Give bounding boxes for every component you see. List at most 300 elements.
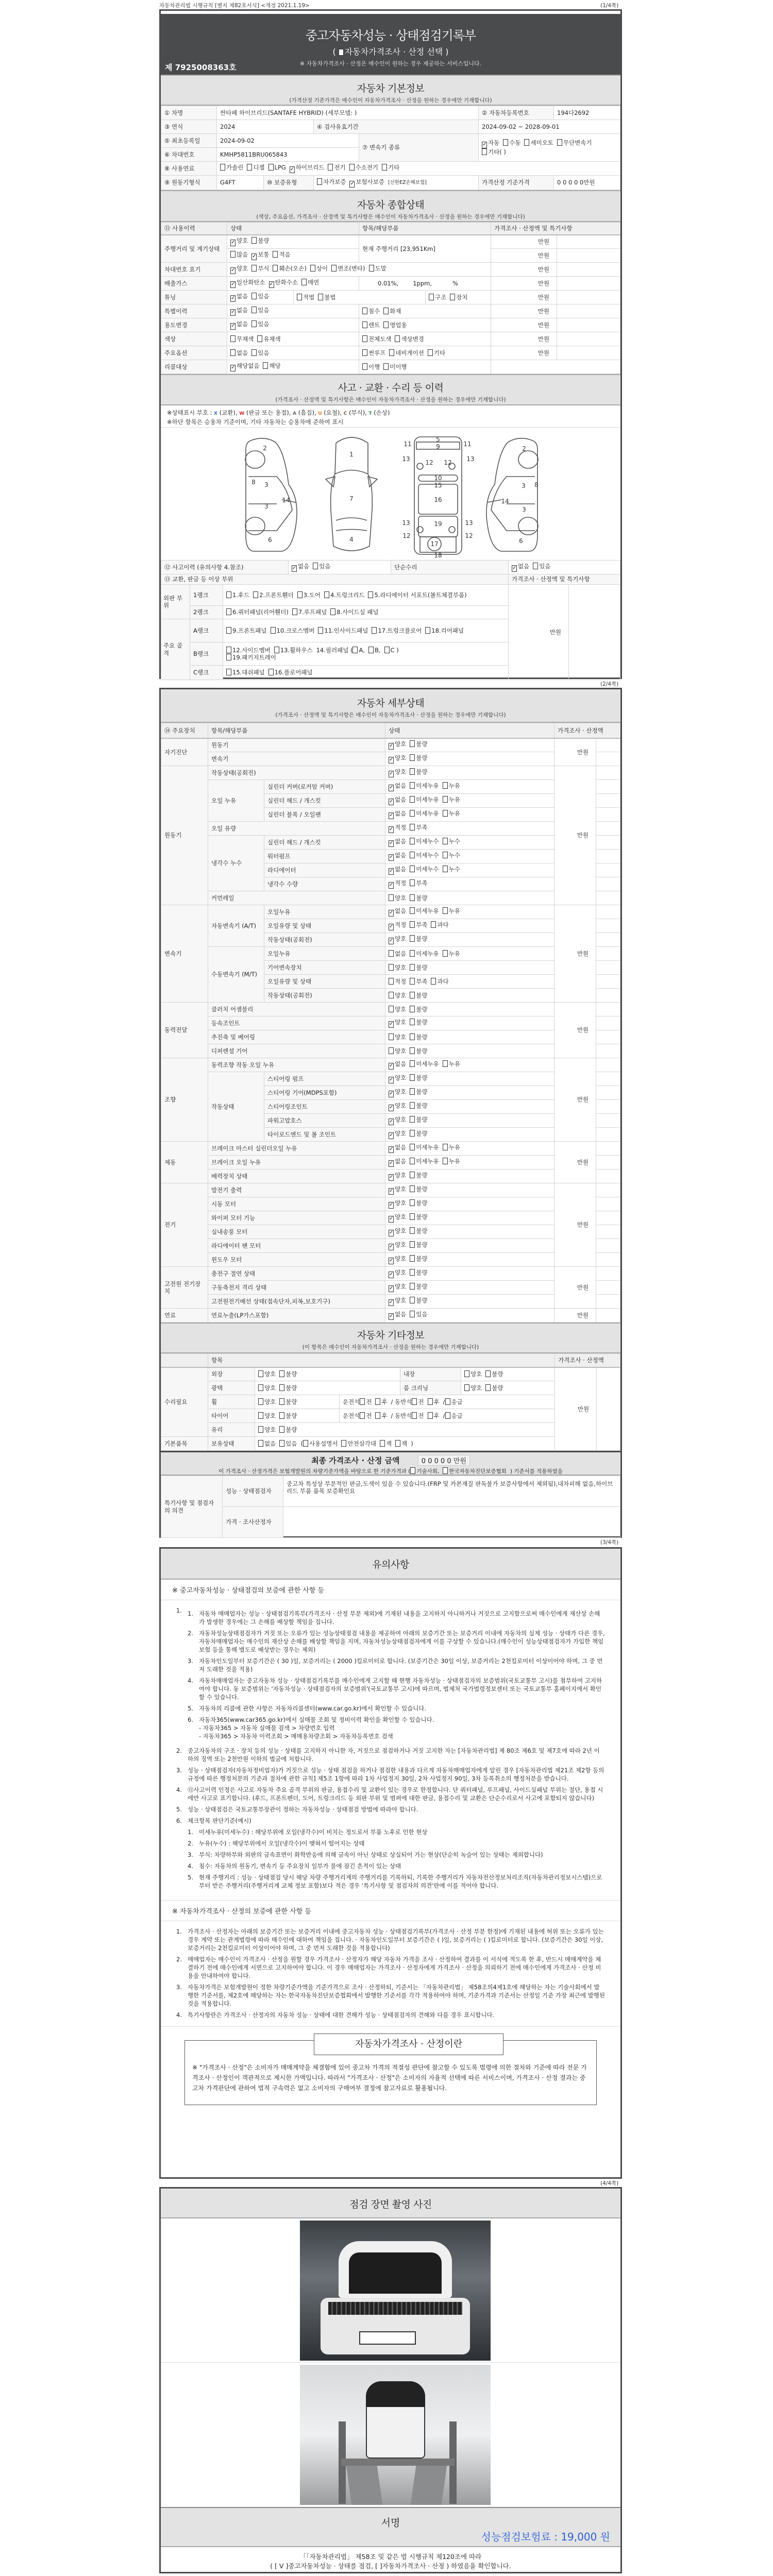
checkbox-option[interactable] <box>251 251 269 258</box>
checkbox-option[interactable] <box>389 1047 406 1055</box>
checkbox[interactable] <box>410 824 415 831</box>
checkbox-option[interactable] <box>230 251 248 258</box>
checkbox-option[interactable] <box>324 591 365 599</box>
checkbox[interactable] <box>375 1412 380 1419</box>
price-note[interactable] <box>596 1044 620 1058</box>
checkbox-option[interactable] <box>274 647 313 654</box>
checkbox[interactable] <box>328 164 333 171</box>
checkbox-option[interactable] <box>230 307 248 314</box>
checkbox-option[interactable] <box>330 608 378 616</box>
checkbox[interactable] <box>410 1269 415 1276</box>
checkbox-option[interactable] <box>369 265 386 272</box>
checkbox[interactable]: ✓ <box>389 1230 394 1235</box>
checkbox[interactable] <box>230 349 236 356</box>
price-note[interactable] <box>596 1114 620 1128</box>
checkbox-option[interactable] <box>258 1398 276 1405</box>
price-note[interactable] <box>596 808 620 822</box>
checkbox-option[interactable] <box>389 1158 406 1165</box>
checkbox-option[interactable] <box>258 1440 276 1447</box>
checkbox-option[interactable] <box>263 362 280 369</box>
checkbox-option[interactable] <box>389 754 406 761</box>
checkbox-option[interactable] <box>389 824 406 831</box>
checkbox[interactable] <box>389 978 394 985</box>
checkbox-option[interactable] <box>372 627 422 634</box>
checkbox-option[interactable] <box>258 1370 276 1378</box>
checkbox[interactable] <box>445 1398 450 1405</box>
checkbox-option[interactable] <box>443 1158 460 1165</box>
checkbox[interactable] <box>410 838 415 844</box>
checkbox-option[interactable] <box>230 237 248 244</box>
checkbox-option[interactable] <box>410 1283 427 1290</box>
checkbox[interactable]: ✓ <box>389 854 394 860</box>
checkbox[interactable] <box>410 866 415 872</box>
checkbox-option[interactable] <box>279 1370 297 1378</box>
checkbox[interactable] <box>279 1384 284 1391</box>
checkbox[interactable] <box>443 1467 448 1474</box>
checkbox-option[interactable] <box>360 1412 372 1419</box>
checkbox[interactable] <box>431 978 436 985</box>
checkbox-option[interactable] <box>389 935 406 942</box>
checkbox[interactable]: ✓ <box>389 1077 394 1082</box>
checkbox[interactable] <box>445 1412 450 1419</box>
checkbox[interactable] <box>226 647 231 653</box>
checkbox[interactable] <box>383 321 389 328</box>
price-note[interactable] <box>596 947 620 961</box>
checkbox-option[interactable] <box>251 349 269 357</box>
checkbox[interactable] <box>389 950 394 957</box>
checkbox[interactable] <box>318 627 323 634</box>
checkbox[interactable]: ✓ <box>290 166 295 172</box>
price-note[interactable] <box>596 989 620 1003</box>
checkbox[interactable] <box>443 852 448 858</box>
checkbox[interactable] <box>410 1102 415 1109</box>
checkbox[interactable] <box>431 921 436 928</box>
checkbox[interactable] <box>389 894 394 901</box>
checkbox[interactable]: ✓ <box>389 1258 394 1263</box>
checkbox-option[interactable] <box>412 1398 424 1405</box>
checkbox[interactable] <box>271 627 276 634</box>
checkbox[interactable] <box>313 563 318 569</box>
checkbox-option[interactable] <box>230 349 248 357</box>
checkbox[interactable] <box>428 1398 433 1405</box>
checkbox[interactable]: ✓ <box>389 1244 394 1249</box>
checkbox[interactable] <box>317 178 322 185</box>
checkbox[interactable]: ✓ <box>389 1021 394 1027</box>
checkbox[interactable] <box>410 1311 415 1317</box>
price-note[interactable] <box>596 780 620 794</box>
checkbox[interactable]: ✓ <box>389 1299 394 1305</box>
checkbox[interactable]: ✓ <box>389 812 394 818</box>
checkbox-option[interactable] <box>317 178 346 185</box>
checkbox[interactable]: ✓ <box>389 1188 394 1194</box>
checkbox-option[interactable] <box>389 1269 406 1276</box>
checkbox-option[interactable] <box>428 1398 440 1405</box>
checkbox[interactable] <box>384 647 390 653</box>
checkbox-option[interactable] <box>279 1398 297 1405</box>
checkbox[interactable] <box>410 1144 415 1150</box>
checkbox-option[interactable] <box>389 1019 406 1026</box>
checkbox[interactable] <box>279 1398 284 1405</box>
checkbox[interactable] <box>369 265 374 272</box>
price-note[interactable] <box>596 1016 620 1030</box>
checkbox[interactable] <box>318 294 323 300</box>
checkbox-option[interactable] <box>273 251 290 258</box>
price-note[interactable] <box>596 794 620 808</box>
checkbox[interactable]: ✓ <box>389 910 394 916</box>
checkbox-option[interactable] <box>410 740 427 748</box>
checkbox-option[interactable] <box>362 335 391 343</box>
checkbox-option[interactable] <box>410 921 427 928</box>
checkbox-option[interactable] <box>410 1158 439 1165</box>
checkbox[interactable] <box>273 251 278 258</box>
checkbox[interactable] <box>443 907 448 914</box>
checkbox[interactable] <box>464 1370 469 1377</box>
checkbox-option[interactable] <box>410 1088 427 1095</box>
checkbox[interactable] <box>410 964 415 971</box>
checkbox-option[interactable] <box>410 935 427 942</box>
checkbox-option[interactable] <box>443 866 460 873</box>
checkbox[interactable] <box>251 307 257 313</box>
checkbox[interactable] <box>410 1158 415 1164</box>
checkbox[interactable] <box>310 265 315 272</box>
checkbox[interactable] <box>226 669 231 675</box>
checkbox[interactable] <box>360 1398 365 1405</box>
checkbox-option[interactable] <box>230 279 265 286</box>
checkbox[interactable] <box>301 279 307 285</box>
checkbox[interactable]: ✓ <box>389 826 394 832</box>
checkbox-option[interactable] <box>328 164 345 171</box>
checkbox-option[interactable] <box>389 1130 406 1137</box>
price-note[interactable] <box>557 332 620 346</box>
checkbox[interactable]: ✓ <box>389 1216 394 1222</box>
checkbox[interactable] <box>389 349 394 356</box>
checkbox-option[interactable] <box>524 139 553 146</box>
price-note[interactable] <box>596 1267 620 1281</box>
checkbox-option[interactable] <box>410 1227 427 1234</box>
checkbox-option[interactable] <box>410 796 439 803</box>
checkbox[interactable]: ✓ <box>389 868 394 874</box>
checkbox[interactable]: ✓ <box>389 1091 394 1096</box>
checkbox[interactable] <box>412 1398 417 1405</box>
checkbox[interactable] <box>362 363 367 370</box>
checkbox[interactable]: ✓ <box>389 840 394 846</box>
checkbox[interactable] <box>226 608 231 615</box>
checkbox-option[interactable] <box>431 978 448 985</box>
price-note[interactable] <box>596 1100 620 1114</box>
price-note[interactable] <box>596 1281 620 1295</box>
checkbox-option[interactable] <box>389 1060 406 1067</box>
price-note[interactable] <box>557 249 620 263</box>
checkbox[interactable]: ✓ <box>231 281 236 287</box>
checkbox-option[interactable] <box>389 838 406 845</box>
checkbox-option[interactable] <box>279 1440 297 1447</box>
checkbox-option[interactable] <box>410 1116 427 1123</box>
price-note[interactable] <box>596 1003 620 1016</box>
checkbox[interactable]: ✓ <box>389 799 394 804</box>
checkbox[interactable] <box>362 349 367 356</box>
checkbox-option[interactable] <box>331 265 365 272</box>
checkbox-option[interactable] <box>297 591 321 599</box>
checkbox-option[interactable] <box>410 1060 439 1067</box>
checkbox-option[interactable] <box>410 992 427 999</box>
checkbox[interactable] <box>230 335 236 342</box>
price-note[interactable] <box>596 836 620 850</box>
checkbox[interactable] <box>410 796 415 803</box>
checkbox[interactable]: ✓ <box>389 1063 394 1069</box>
checkbox-option[interactable] <box>269 279 298 286</box>
checkbox-option[interactable] <box>410 810 439 817</box>
checkbox[interactable] <box>372 627 377 634</box>
checkbox[interactable] <box>251 237 257 244</box>
checkbox[interactable]: ✓ <box>350 180 355 187</box>
checkbox-option[interactable] <box>380 1440 392 1447</box>
checkbox-option[interactable] <box>226 669 265 676</box>
checkbox-option[interactable] <box>410 866 439 873</box>
checkbox-option[interactable] <box>362 321 380 329</box>
checkbox[interactable] <box>443 950 448 957</box>
checkbox-option[interactable] <box>271 627 315 634</box>
checkbox[interactable] <box>279 1370 284 1377</box>
checkbox-option[interactable] <box>410 1047 427 1055</box>
checkbox[interactable] <box>410 1074 415 1081</box>
checkbox-option[interactable] <box>389 1311 406 1318</box>
checkbox[interactable] <box>251 265 257 272</box>
checkbox[interactable] <box>263 362 268 369</box>
checkbox-option[interactable] <box>251 265 269 272</box>
checkbox[interactable] <box>410 1227 415 1234</box>
price-note[interactable] <box>596 1128 620 1142</box>
checkbox[interactable] <box>410 1283 415 1290</box>
checkbox[interactable] <box>297 294 302 300</box>
checkbox[interactable] <box>395 1440 400 1447</box>
checkbox-option[interactable] <box>410 1172 427 1179</box>
price-note[interactable] <box>596 850 620 863</box>
price-note[interactable] <box>596 933 620 947</box>
checkbox-option[interactable] <box>268 164 286 171</box>
price-note[interactable] <box>596 877 620 891</box>
checkbox-option[interactable] <box>279 1426 297 1433</box>
checkbox-option[interactable] <box>443 1144 460 1151</box>
price-note[interactable] <box>596 1309 620 1323</box>
price-note[interactable] <box>596 822 620 836</box>
checkbox[interactable] <box>230 251 236 258</box>
checkbox-option[interactable] <box>352 647 365 654</box>
checkbox[interactable] <box>443 796 448 803</box>
checkbox[interactable] <box>410 1185 415 1192</box>
checkbox[interactable] <box>410 1019 415 1025</box>
checkbox-option[interactable] <box>273 265 306 272</box>
checkbox[interactable] <box>389 1033 394 1040</box>
checkbox[interactable] <box>524 139 529 146</box>
checkbox-option[interactable] <box>482 139 499 146</box>
price-note[interactable] <box>596 975 620 989</box>
checkbox[interactable] <box>253 591 258 598</box>
checkbox-option[interactable] <box>389 1227 406 1234</box>
checkbox[interactable] <box>443 1060 448 1067</box>
checkbox[interactable] <box>410 1060 415 1067</box>
checkbox-option[interactable] <box>410 1006 427 1013</box>
checkbox[interactable] <box>410 810 415 817</box>
checkbox[interactable]: ✓ <box>292 565 297 571</box>
checkbox[interactable] <box>389 992 394 998</box>
checkbox-option[interactable] <box>443 782 460 789</box>
checkbox-option[interactable] <box>445 1412 463 1419</box>
price-note[interactable] <box>596 1058 620 1072</box>
checkbox[interactable] <box>410 1241 415 1248</box>
price-note[interactable] <box>596 961 620 975</box>
price-note[interactable] <box>596 919 620 933</box>
checkbox-option[interactable] <box>220 164 243 171</box>
checkbox[interactable] <box>443 782 448 789</box>
checkbox[interactable] <box>410 978 415 985</box>
checkbox[interactable] <box>268 669 274 675</box>
checkbox[interactable] <box>331 265 337 272</box>
price-note[interactable] <box>596 1239 620 1253</box>
checkbox-option[interactable] <box>251 293 269 300</box>
checkbox-option[interactable] <box>362 308 380 315</box>
checkbox-option[interactable] <box>362 349 385 357</box>
checkbox-option[interactable] <box>383 363 407 370</box>
checkbox-option[interactable] <box>310 265 328 272</box>
checkbox[interactable] <box>428 1412 433 1419</box>
checkbox[interactable] <box>279 1426 284 1433</box>
price-service-checkbox[interactable] <box>339 49 344 56</box>
checkbox[interactable]: ✓ <box>389 1202 394 1208</box>
checkbox-option[interactable] <box>247 164 264 171</box>
checkbox[interactable] <box>443 838 448 844</box>
checkbox[interactable] <box>251 320 257 327</box>
checkbox[interactable] <box>410 992 415 998</box>
checkbox-option[interactable] <box>443 1060 460 1067</box>
checkbox[interactable]: ✓ <box>482 142 487 148</box>
checkbox[interactable] <box>410 1006 415 1012</box>
checkbox[interactable] <box>279 1440 284 1447</box>
checkbox-option[interactable] <box>389 1297 406 1304</box>
checkbox[interactable] <box>485 1370 491 1377</box>
checkbox-option[interactable] <box>485 1384 503 1392</box>
price-note[interactable] <box>596 766 620 780</box>
checkbox-option[interactable] <box>258 1384 276 1392</box>
checkbox[interactable] <box>258 1440 263 1447</box>
checkbox-option[interactable] <box>389 978 406 985</box>
checkbox-option[interactable] <box>410 768 427 775</box>
checkbox-option[interactable] <box>292 608 327 616</box>
checkbox[interactable] <box>226 654 231 660</box>
checkbox-option[interactable] <box>410 1185 427 1193</box>
checkbox-option[interactable] <box>410 1102 427 1109</box>
checkbox[interactable] <box>349 164 355 171</box>
checkbox-option[interactable] <box>349 178 384 185</box>
checkbox-option[interactable] <box>292 563 309 570</box>
checkbox-option[interactable] <box>512 563 529 570</box>
checkbox[interactable]: ✓ <box>389 882 394 888</box>
checkbox[interactable] <box>410 921 415 928</box>
checkbox[interactable]: ✓ <box>231 365 236 370</box>
checkbox-option[interactable] <box>341 1440 376 1447</box>
price-note[interactable] <box>596 1225 620 1239</box>
checkbox-option[interactable] <box>230 362 259 369</box>
checkbox[interactable] <box>395 335 400 342</box>
price-note[interactable] <box>596 891 620 905</box>
checkbox[interactable] <box>443 810 448 817</box>
checkbox[interactable]: ✓ <box>389 1174 394 1180</box>
checkbox-option[interactable] <box>389 1033 406 1041</box>
checkbox[interactable] <box>410 879 415 886</box>
checkbox[interactable] <box>341 1440 346 1447</box>
checkbox[interactable] <box>362 308 367 314</box>
checkbox[interactable] <box>258 1426 263 1433</box>
price-note[interactable] <box>557 235 620 249</box>
price-note[interactable] <box>596 752 620 766</box>
checkbox-option[interactable] <box>389 810 406 817</box>
checkbox[interactable] <box>389 1006 394 1012</box>
checkbox[interactable] <box>220 164 225 171</box>
price-note[interactable] <box>596 863 620 877</box>
checkbox-option[interactable] <box>410 1255 427 1262</box>
checkbox-option[interactable] <box>389 782 406 789</box>
checkbox-option[interactable] <box>382 164 399 171</box>
checkbox[interactable] <box>464 1384 469 1391</box>
checkbox[interactable] <box>410 1088 415 1095</box>
checkbox-option[interactable] <box>412 1412 424 1419</box>
checkbox[interactable]: ✓ <box>231 309 236 315</box>
checkbox-option[interactable] <box>410 879 427 887</box>
checkbox-option[interactable] <box>226 654 276 661</box>
checkbox[interactable] <box>257 335 262 342</box>
checkbox-option[interactable] <box>226 591 249 599</box>
checkbox[interactable]: ✓ <box>231 240 236 246</box>
checkbox[interactable] <box>279 1412 284 1419</box>
checkbox[interactable] <box>410 1130 415 1137</box>
checkbox-option[interactable] <box>318 294 335 301</box>
checkbox[interactable]: ✓ <box>252 253 257 259</box>
checkbox[interactable] <box>368 591 373 598</box>
checkbox-option[interactable] <box>268 669 313 676</box>
checkbox[interactable]: ✓ <box>389 771 394 776</box>
checkbox[interactable] <box>410 1033 415 1040</box>
checkbox[interactable] <box>251 293 257 299</box>
checkbox-option[interactable] <box>410 852 439 859</box>
checkbox[interactable] <box>410 1213 415 1220</box>
checkbox-option[interactable] <box>389 852 406 859</box>
checkbox[interactable]: ✓ <box>512 565 517 571</box>
checkbox-option[interactable] <box>443 838 460 845</box>
checkbox[interactable] <box>443 866 448 872</box>
checkbox[interactable] <box>389 1047 394 1054</box>
price-note[interactable] <box>596 1197 620 1211</box>
checkbox-option[interactable] <box>410 894 427 902</box>
checkbox[interactable] <box>330 608 335 615</box>
checkbox[interactable] <box>410 852 415 858</box>
checkbox-option[interactable] <box>389 964 406 971</box>
checkbox-option[interactable] <box>384 647 399 654</box>
checkbox-option[interactable] <box>410 1033 427 1041</box>
checkbox-option[interactable] <box>410 978 427 985</box>
checkbox[interactable] <box>428 349 433 356</box>
checkbox-option[interactable] <box>425 627 464 634</box>
checkbox[interactable] <box>380 1440 385 1447</box>
checkbox-option[interactable] <box>230 265 248 272</box>
checkbox-option[interactable] <box>303 1440 338 1447</box>
checkbox-option[interactable] <box>230 320 248 328</box>
checkbox[interactable] <box>410 768 415 775</box>
checkbox-option[interactable] <box>410 1213 427 1221</box>
checkbox[interactable] <box>268 164 274 171</box>
checkbox[interactable] <box>557 139 562 146</box>
checkbox[interactable] <box>258 1412 263 1419</box>
price-note[interactable] <box>569 585 620 680</box>
checkbox[interactable] <box>443 1158 448 1164</box>
